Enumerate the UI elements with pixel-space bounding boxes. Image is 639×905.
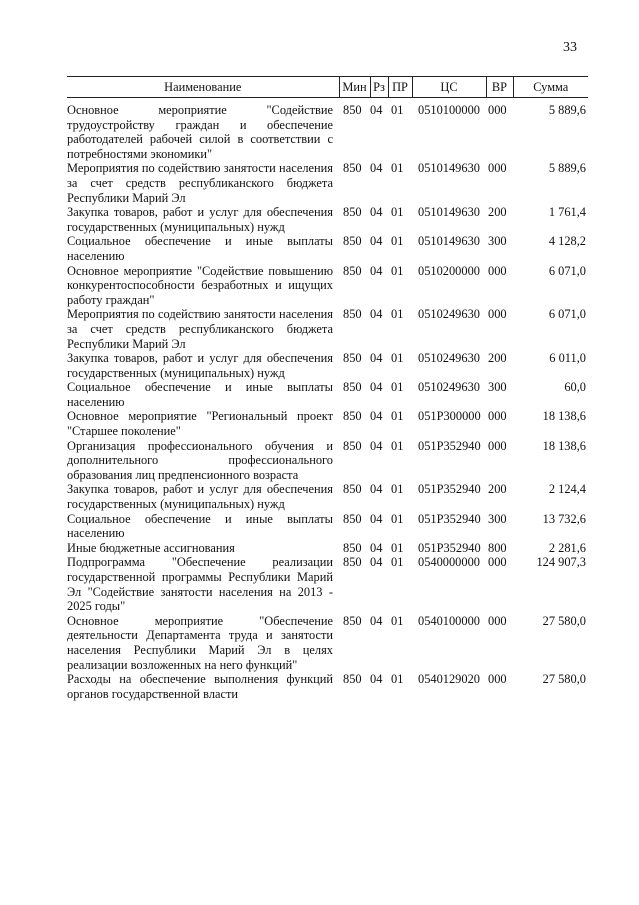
row-rz: 04: [370, 482, 383, 497]
row-min: 850: [343, 161, 362, 176]
table-row: [67, 541, 588, 556]
row-cs: 0510149630: [418, 205, 480, 220]
row-min: 850: [343, 307, 362, 322]
row-pr: 01: [391, 438, 404, 453]
table-row: [67, 672, 588, 701]
table-row: [67, 482, 588, 511]
header-vr: ВР: [486, 77, 513, 98]
row-vr: 000: [488, 672, 507, 687]
row-min: 850: [343, 482, 362, 497]
header-rz: Рз: [370, 77, 388, 98]
row-vr: 300: [488, 511, 507, 526]
row-name: Мероприятия по содействию занятости населения за счет средств республиканского бюджета Республики Марий Эл: [67, 307, 333, 351]
row-cs: 051P300000: [418, 409, 481, 424]
row-vr: 000: [488, 263, 507, 278]
row-pr: 01: [391, 409, 404, 424]
row-min: 850: [343, 672, 362, 687]
header-pr: ПР: [388, 77, 412, 98]
row-rz: 04: [370, 438, 383, 453]
table-header-row: [67, 77, 588, 98]
table-row: [67, 439, 588, 483]
row-min: 850: [343, 205, 362, 220]
row-cs: 051P352940: [418, 482, 481, 497]
row-min: 850: [343, 540, 362, 555]
row-cs: 051P352940: [418, 540, 481, 555]
row-rz: 04: [370, 263, 383, 278]
table-row: [67, 351, 588, 380]
table-row: [67, 264, 588, 308]
row-sum: 4 128,2: [548, 234, 586, 249]
table-row: [67, 98, 588, 162]
row-vr: 200: [488, 205, 507, 220]
budget-table: [67, 76, 588, 701]
row-pr: 01: [391, 540, 404, 555]
row-min: 850: [343, 380, 362, 395]
row-name: Социальное обеспечение и иные выплаты населению: [67, 380, 333, 409]
row-rz: 04: [370, 307, 383, 322]
row-min: 850: [343, 103, 362, 117]
row-sum: 2 281,6: [548, 540, 586, 555]
row-name: Подпрограмма "Обеспечение реализации государственной программы Республики Марий Эл "Содействие занятости населения на 2013 - 2025 годы": [67, 555, 333, 614]
row-sum: 5 889,6: [548, 161, 586, 176]
table-row: [67, 205, 588, 234]
row-pr: 01: [391, 672, 404, 687]
row-min: 850: [343, 555, 362, 570]
row-name: Основное мероприятие "Региональный проект "Старшее поколение": [67, 409, 333, 439]
row-vr: 000: [488, 409, 507, 424]
row-cs: 0510200000: [418, 263, 480, 278]
row-cs: 051P352940: [418, 438, 481, 453]
row-pr: 01: [391, 555, 404, 570]
row-vr: 000: [488, 555, 507, 570]
row-pr: 01: [391, 307, 404, 322]
table-row: [67, 614, 588, 672]
row-rz: 04: [370, 613, 383, 628]
row-sum: 5 889,6: [548, 103, 586, 117]
row-vr: 300: [488, 234, 507, 249]
header-cs: ЦС: [412, 77, 486, 98]
row-vr: 000: [488, 161, 507, 176]
row-name: Основное мероприятие "Содействие трудоустройству граждан и обеспечение работодателей рабочей силой в соответствии с потребностями экономики": [67, 103, 333, 161]
row-cs: 0510249630: [418, 380, 480, 395]
row-name: Основное мероприятие "Содействие повышению конкурентоспособности безработных и ищущих работу граждан": [67, 263, 333, 307]
row-name: Иные бюджетные ассигнования: [67, 540, 235, 555]
row-min: 850: [343, 511, 362, 526]
row-cs: 0510249630: [418, 307, 480, 322]
row-cs: 0510100000: [418, 103, 480, 117]
row-vr: 000: [488, 307, 507, 322]
header-name: Наименование: [67, 77, 339, 98]
row-pr: 01: [391, 205, 404, 220]
row-sum: 2 124,4: [548, 482, 586, 497]
row-vr: 000: [488, 613, 507, 628]
row-min: 850: [343, 438, 362, 453]
table-row: [67, 512, 588, 541]
row-name: Расходы на обеспечение выполнения функций органов государственной власти: [67, 672, 333, 701]
row-sum: 6 071,0: [548, 263, 586, 278]
row-cs: 0510149630: [418, 161, 480, 176]
table-row: [67, 161, 588, 205]
row-sum: 1 761,4: [548, 205, 586, 220]
row-name: Закупка товаров, работ и услуг для обеспечения государственных (муниципальных) нужд: [67, 482, 333, 512]
row-sum: 6 071,0: [548, 307, 586, 322]
row-min: 850: [343, 613, 362, 628]
row-sum: 18 138,6: [542, 438, 586, 453]
row-pr: 01: [391, 613, 404, 628]
row-sum: 18 138,6: [542, 409, 586, 424]
page-number: 33: [563, 40, 577, 55]
row-sum: 27 580,0: [542, 613, 586, 628]
row-rz: 04: [370, 380, 383, 395]
row-sum: 60,0: [564, 380, 586, 395]
row-rz: 04: [370, 103, 383, 117]
row-cs: 0540000000: [418, 555, 480, 570]
row-name: Закупка товаров, работ и услуг для обеспечения государственных (муниципальных) нужд: [67, 351, 333, 380]
row-rz: 04: [370, 555, 383, 570]
row-name: Социальное обеспечение и иные выплаты населению: [67, 511, 333, 541]
row-name: Закупка товаров, работ и услуг для обеспечения государственных (муниципальных) нужд: [67, 205, 333, 234]
row-pr: 01: [391, 511, 404, 526]
row-cs: 0510249630: [418, 351, 480, 366]
row-cs: 0510149630: [418, 234, 480, 249]
row-pr: 01: [391, 482, 404, 497]
row-cs: 0540129020: [418, 672, 480, 687]
row-name: Основное мероприятие "Обеспечение деятельности Департамента труда и занятости населения Республики Марий Эл в целях реализации возложенных на него функций": [67, 613, 333, 672]
row-pr: 01: [391, 263, 404, 278]
header-sum: Сумма: [513, 77, 588, 98]
row-sum: 27 580,0: [542, 672, 586, 687]
row-pr: 01: [391, 103, 404, 117]
row-name: Мероприятия по содействию занятости населения за счет средств республиканского бюджета Республики Марий Эл: [67, 161, 333, 205]
row-rz: 04: [370, 205, 383, 220]
table-row: [67, 555, 588, 613]
row-rz: 04: [370, 161, 383, 176]
row-vr: 300: [488, 380, 507, 395]
row-name: Организация профессионального обучения и дополнительного профессионального образования лиц предпенсионного возраста: [67, 438, 333, 482]
row-pr: 01: [391, 161, 404, 176]
row-pr: 01: [391, 380, 404, 395]
row-min: 850: [343, 409, 362, 424]
row-min: 850: [343, 351, 362, 366]
row-rz: 04: [370, 672, 383, 687]
row-vr: 200: [488, 482, 507, 497]
row-name: Социальное обеспечение и иные выплаты населению: [67, 234, 333, 263]
row-vr: 000: [488, 103, 507, 117]
row-rz: 04: [370, 511, 383, 526]
row-vr: 800: [488, 540, 507, 555]
row-rz: 04: [370, 540, 383, 555]
table-body: [67, 98, 588, 702]
table-row: [67, 307, 588, 351]
header-min: Мин: [339, 77, 370, 98]
row-min: 850: [343, 234, 362, 249]
row-rz: 04: [370, 234, 383, 249]
row-sum: 124 907,3: [536, 555, 586, 570]
row-vr: 000: [488, 438, 507, 453]
row-min: 850: [343, 263, 362, 278]
table-row: [67, 234, 588, 263]
row-rz: 04: [370, 409, 383, 424]
row-pr: 01: [391, 351, 404, 366]
table-row: [67, 409, 588, 438]
row-cs: 051P352940: [418, 511, 481, 526]
table-row: [67, 380, 588, 409]
row-vr: 200: [488, 351, 507, 366]
row-cs: 0540100000: [418, 613, 480, 628]
row-sum: 13 732,6: [542, 511, 586, 526]
row-sum: 6 011,0: [549, 351, 586, 366]
row-pr: 01: [391, 234, 404, 249]
row-rz: 04: [370, 351, 383, 366]
